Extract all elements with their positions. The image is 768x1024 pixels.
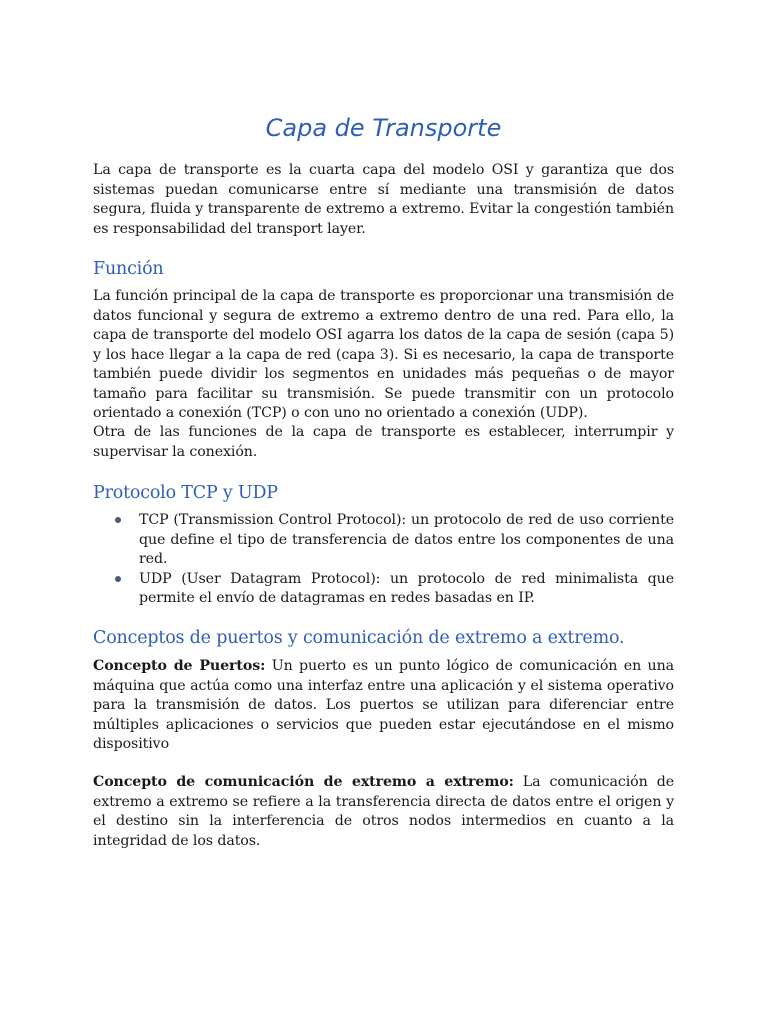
- bullet-icon: [115, 576, 121, 582]
- list-item: [93, 570, 674, 609]
- funcion-heading: Función: [93, 259, 164, 279]
- page-title: Capa de Transporte: [265, 114, 502, 142]
- puertos-paragraph: [93, 657, 674, 755]
- funcion-paragraph-2: Otra de las funciones de la capa de transporte es establecer, interrumpir y supervisar la conexión.: [93, 424, 674, 460]
- e2e-label: Concepto de comunicación de extremo a extremo:: [93, 774, 514, 790]
- conceptos-heading: Conceptos de puertos y comunicación de extremo a extremo.: [93, 628, 625, 648]
- intro-paragraph: La capa de transporte es la cuarta capa del modelo OSI y garantiza que dos sistemas puedan comunicarse entre sí mediante una transmisión de datos segura, fluida y transparente de extremo a extremo. Evitar la congestión también es responsabilidad del transport layer.: [93, 162, 674, 237]
- udp-item-text: UDP (User Datagram Protocol): un protocolo de red minimalista que permite el envío de datagramas en redes basadas en IP.: [139, 570, 674, 606]
- e2e-text: La comunicación de extremo a extremo se refiere a la transferencia directa de datos entre el origen y el destino sin la interferencia de otros nodos intermedios en cuanto a la integridad de los datos.: [93, 774, 674, 849]
- protocolos-heading: Protocolo TCP y UDP: [93, 483, 278, 503]
- puertos-text: Un puerto es un punto lógico de comunicación en una máquina que actúa como una interfaz entre una aplicación y el sistema operativo para la transmisión de datos. Los puertos se utilizan para diferenciar entre múltiples aplicaciones o servicios que pueden estar ejecutándose en el mismo dispositivo: [93, 658, 674, 752]
- e2e-paragraph: [93, 773, 674, 851]
- tcp-item-text: TCP (Transmission Control Protocol): un protocolo de red de uso corriente que define el tipo de transferencia de datos entre los componentes de una red.: [139, 512, 674, 567]
- funcion-paragraph: La función principal de la capa de transporte es proporcionar una transmisión de datos funcional y segura de extremo a extremo dentro de una red. Para ello, la capa de transporte del modelo OSI agarra los datos de la capa de sesión (capa 5) y los hace llegar a la capa de red (capa 3). Si es necesario, la capa de transporte también puede dividir los segmentos en unidades más pequeñas o de mayor tamaño para facilitar su transmisión. Se puede transmitir con un protocolo orientado a conexión (TCP) o con uno no orientado a conexión (UDP).: [93, 288, 674, 421]
- puertos-label: Concepto de Puertos:: [93, 658, 266, 674]
- protocol-list: [93, 511, 674, 609]
- list-item: [93, 511, 674, 570]
- bullet-icon: [115, 517, 121, 523]
